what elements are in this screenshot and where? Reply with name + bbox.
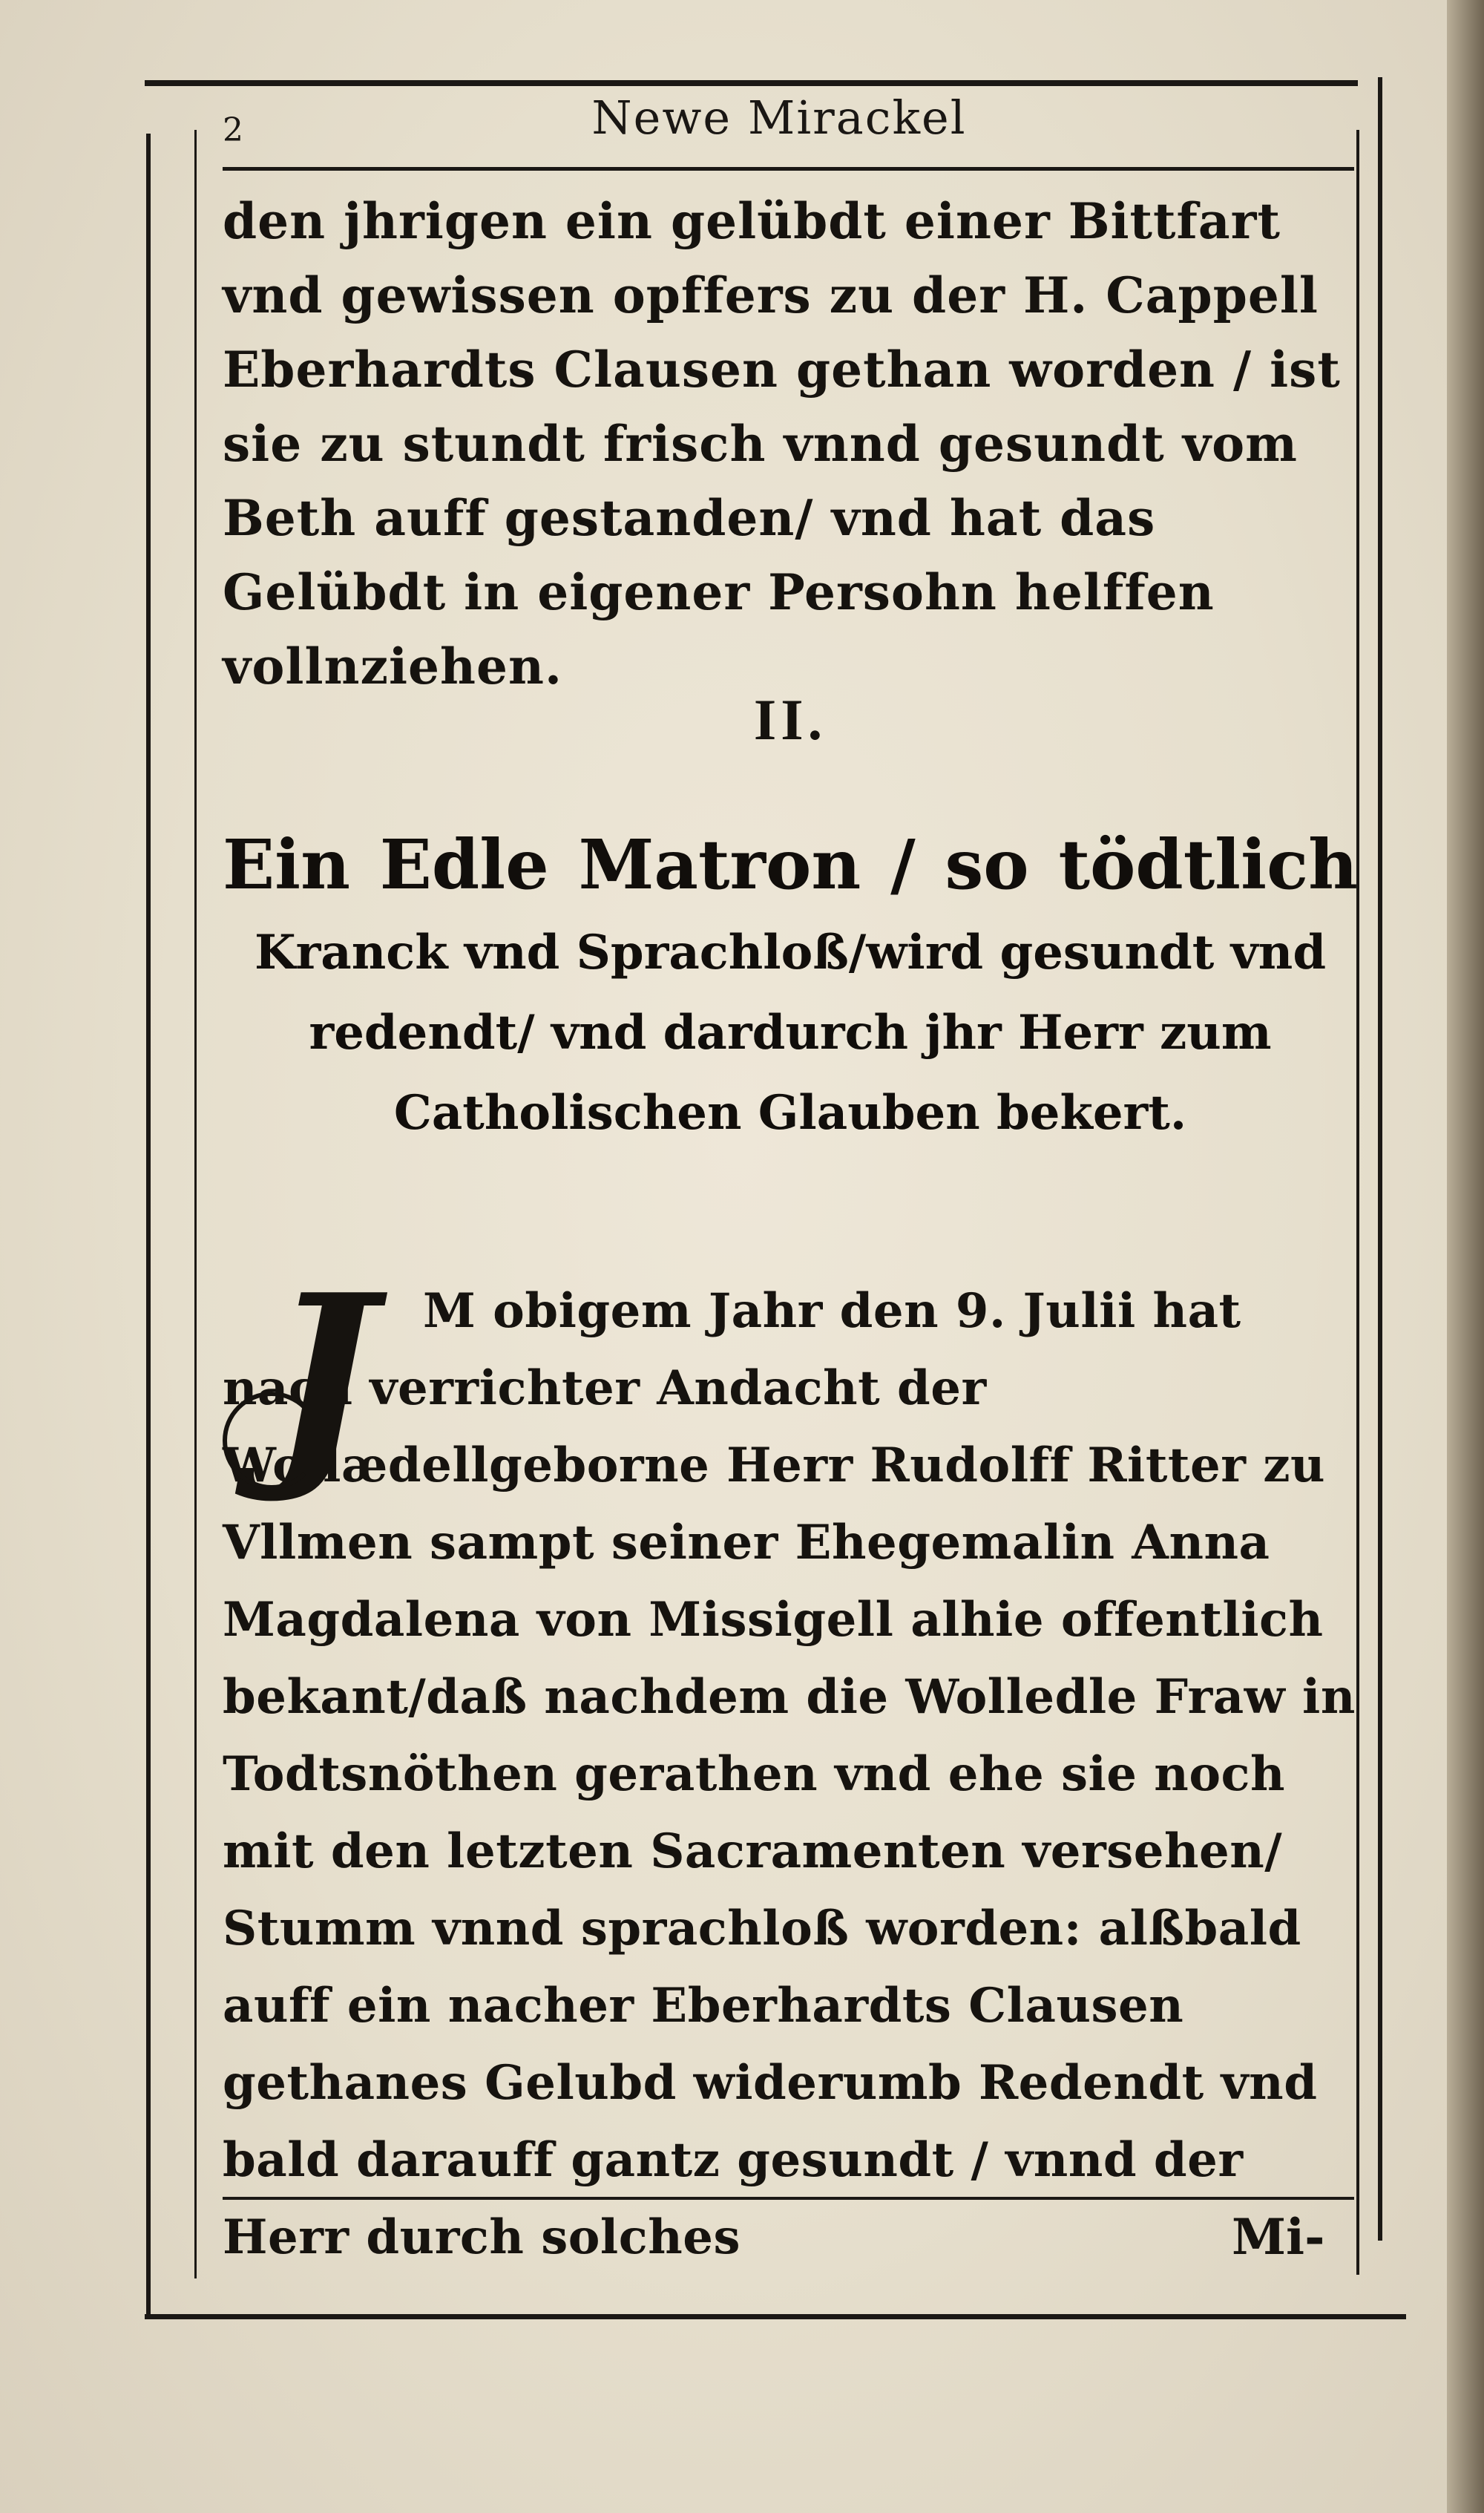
paragraph-2 (223, 1245, 1358, 2276)
running-head: Newe Mirackel (591, 91, 967, 145)
header-rule (223, 167, 1354, 171)
frame-top-rule (145, 80, 1358, 86)
section-number: II. (753, 687, 827, 752)
section-heading (223, 816, 1358, 1153)
page-number: 2 (223, 111, 243, 149)
drop-cap-flourish (223, 1392, 321, 1490)
frame-inner-left-rule (194, 130, 197, 2278)
book-binding-shadow (1447, 0, 1484, 2513)
catchword: Mi- (1232, 2208, 1325, 2266)
drop-cap-letter: J (270, 1245, 375, 1507)
frame-left-rule (146, 134, 151, 2316)
heading-line-1: Ein Edle Matron / so tödtlich (223, 825, 1358, 905)
paragraph-2-text: M obigem Jahr den 9. Julii hat nach verrichter Andacht der Wollædellgeborne Herr Rudolff Ritter zu Vllmen sampt seiner Ehegemalin Anna Magdalena von Missigell alhie offentlich bekant/daß nachdem die Wolledle Fraw in Todtsnöthen gerathen vnd ehe sie noch mit den letzten Sacramenten versehen/ Stumm vnnd sprachloß worden: alßbald auff ein nacher Eberhardts Clausen gethanes Gelubd widerumb Redendt vnd bald darauff gantz gesundt / vnnd der Herr durch solches (223, 1283, 1356, 2265)
frame-bottom-rule (145, 2314, 1406, 2319)
frame-right-rule (1378, 77, 1382, 2241)
paragraph-1: den jhrigen ein gelübdt einer Bittfart vnd gewissen opffers zu der H. Cappell Eberhardts Clausen gethan worden / ist sie zu stundt frisch vnnd gesundt vom Beth auff gestanden/ vnd hat das Gelübdt in eigener Persohn helffen vollnziehen. (223, 192, 1341, 695)
heading-line-2: Kranck vnd Sprachloß/wird gesundt vnd redendt/ vnd dardurch jhr Herr zum Catholischen Glauben bekert. (254, 925, 1327, 1141)
